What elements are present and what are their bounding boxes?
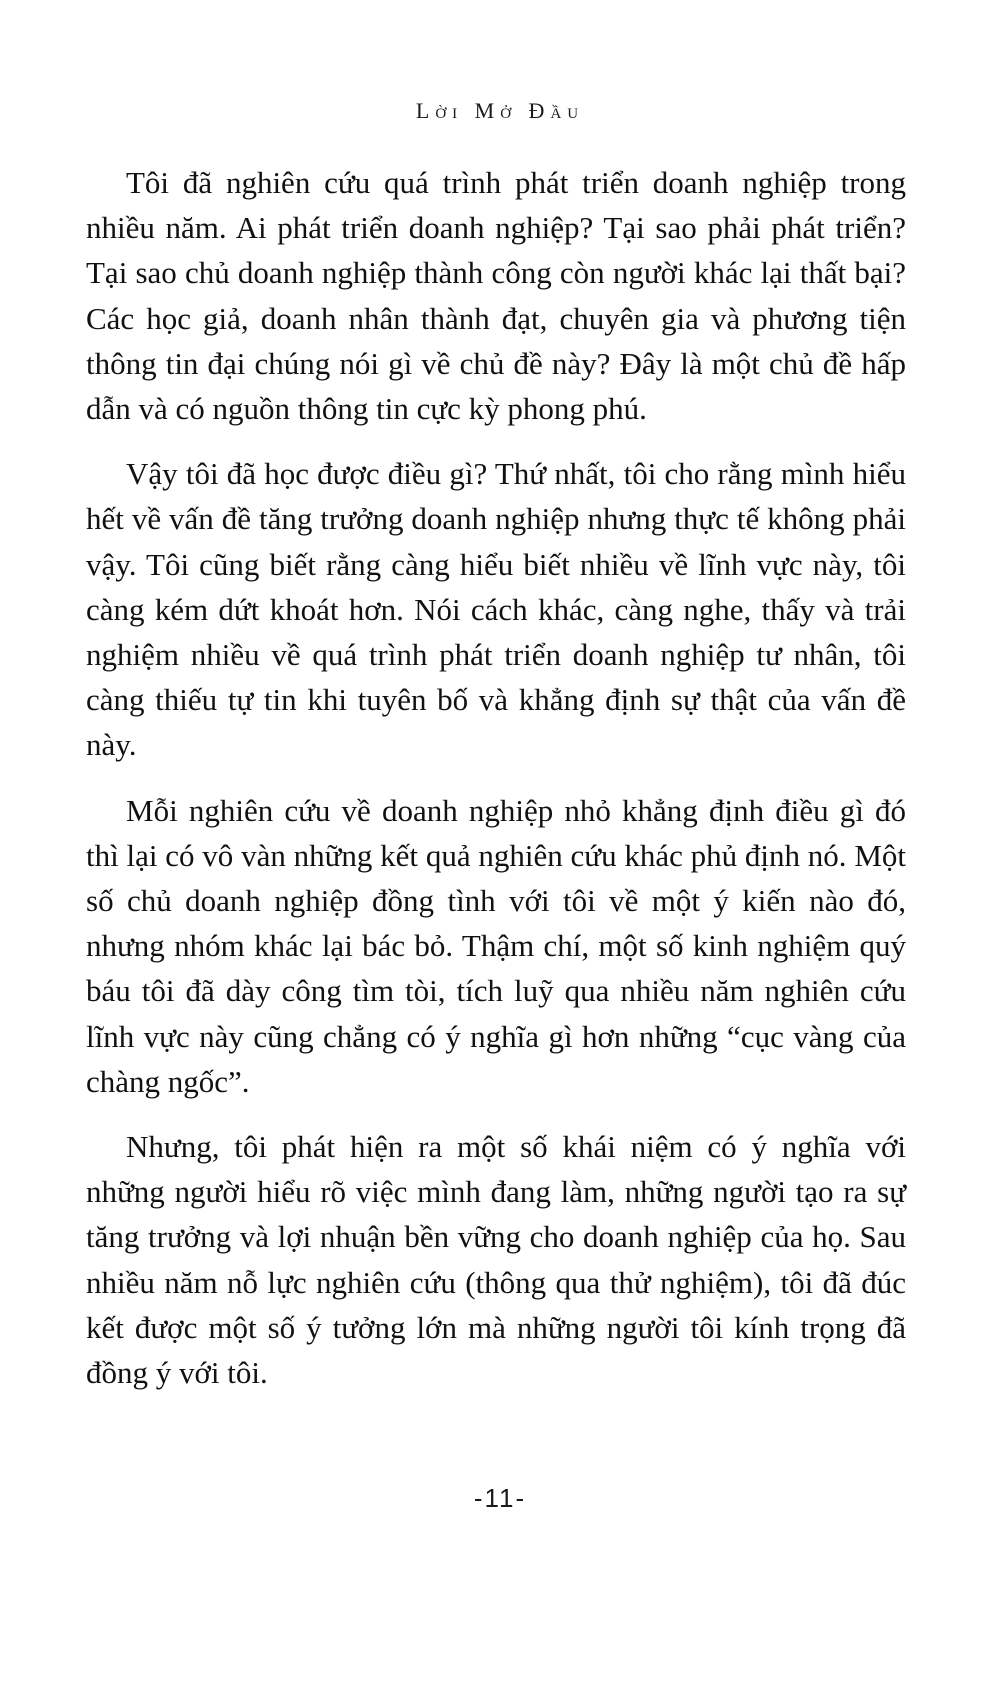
paragraph: Vậy tôi đã học được điều gì? Thứ nhất, tôi cho rằng mình hiểu hết về vấn đề tăng trưởng doanh nghiệp nhưng thực tế không phải vậy. Tôi cũng biết rằng càng hiểu biết nhiều về lĩnh vực này, tôi càng kém dứt khoát hơn. Nói cách khác, càng nghe, thấy và trải nghiệm nhiều về quá trình phát triển doanh nghiệp tư nhân, tôi càng thiếu tự tin khi tuyên bố và khẳng định sự thật của vấn đề này. <box>86 456 906 763</box>
paragraph: Tôi đã nghiên cứu quá trình phát triển doanh nghiệp trong nhiều năm. Ai phát triển doanh nghiệp? Tại sao phải phát triển? Tại sao chủ doanh nghiệp thành công còn người khác lại thất bại? Các học giả, doanh nhân thành đạt, chuyên gia và phương tiện thông tin đại chúng nói gì về chủ đề này? Đây là một chủ đề hấp dẫn và có nguồn thông tin cực kỳ phong phú. <box>86 165 906 427</box>
paragraph: Nhưng, tôi phát hiện ra một số khái niệm có ý nghĩa với những người hiểu rõ việc mình đang làm, những người tạo ra sự tăng trưởng và lợi nhuận bền vững cho doanh nghiệp của họ. Sau nhiều năm nỗ lực nghiên cứu (thông qua thử nghiệm), tôi đã đúc kết được một số ý tưởng lớn mà những người tôi kính trọng đã đồng ý với tôi. <box>86 1129 906 1391</box>
paragraph: Mỗi nghiên cứu về doanh nghiệp nhỏ khẳng định điều gì đó thì lại có vô vàn những kết quả nghiên cứu khác phủ định nó. Một số chủ doanh nghiệp đồng tình với tôi về một ý kiến nào đó, nhưng nhóm khác lại bác bỏ. Thậm chí, một số kinh nghiệm quý báu tôi đã dày công tìm tòi, tích luỹ qua nhiều năm nghiên cứu lĩnh vực này cũng chẳng có ý nghĩa gì hơn những “cục vàng của chàng ngốc”. <box>86 792 906 1099</box>
running-header: Lời Mở Đầu <box>415 98 585 123</box>
page-number: -11- <box>473 1483 527 1513</box>
body-text <box>86 160 906 1415</box>
